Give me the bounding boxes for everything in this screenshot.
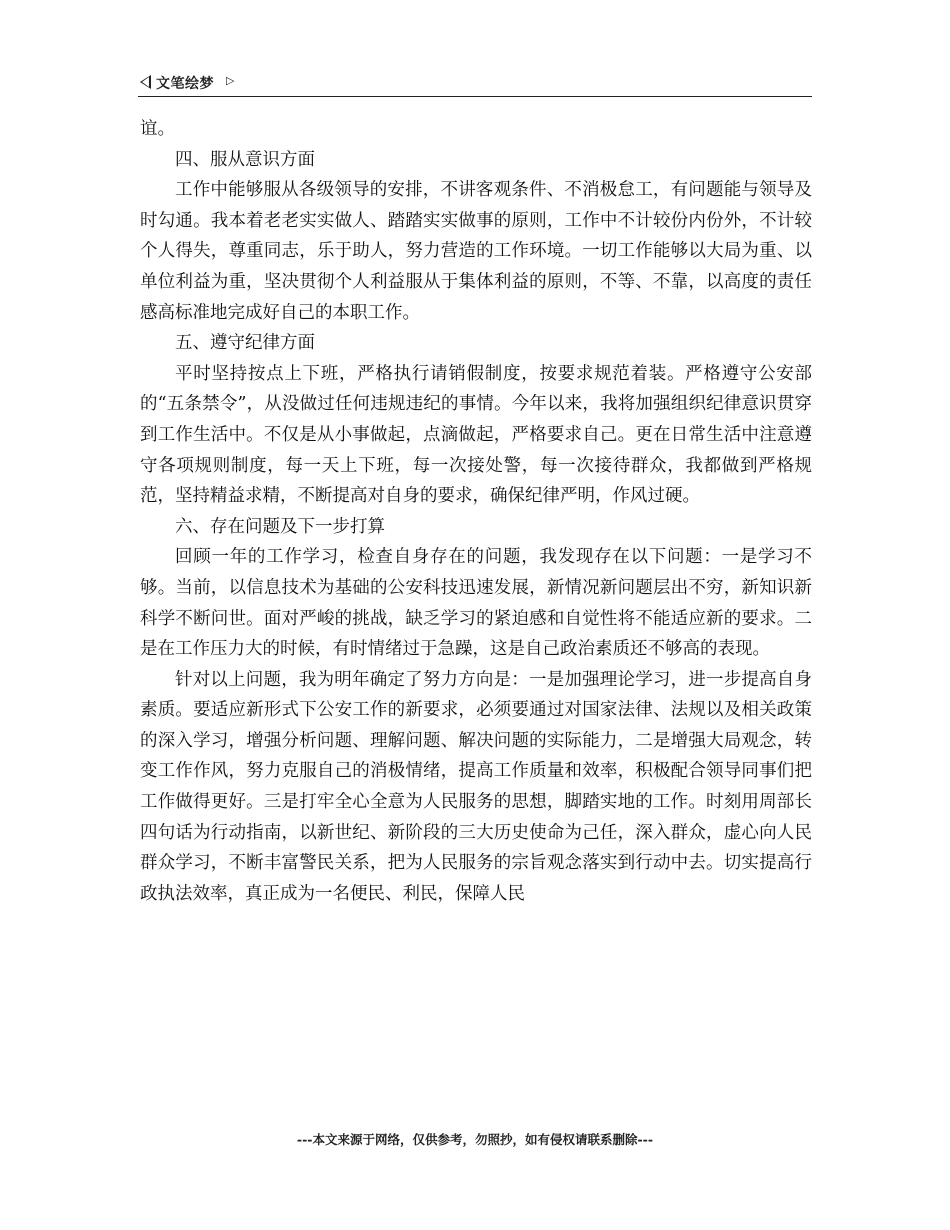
section-heading: 四、服从意识方面 [175,149,315,170]
document-body [140,114,812,909]
paragraph: 回顾一年的工作学习，检查自身存在的问题，我发现存在以下问题：一是学习不够。当前，以信息技术为基础的公安科技迅速发展，新情况新问题层出不穷，新知识新科学不断问世。面对严峻的挑战，缺乏学习的紧迫感和自觉性将不能适应新的要求。二是在工作压力大的时候，有时情绪过于急躁，这是自己政治素质还不够高的表现。 [140,547,812,660]
paragraph: 针对以上问题，我为明年确定了努力方向是：一是加强理论学习，进一步提高自身素质。要适应新形式下公安工作的新要求，必须要通过对国家法律、法规以及相关政策的深入学习，增强分析问题、理解问题、解决问题的实际能力，二是增强大局观念，转变工作作风，努力克服自己的消极情绪，提高工作质量和效率，积极配合领导同事们把工作做得更好。三是打牢全心全意为人民服务的思想，脚踏实地的工作。时刻用周部长四句话为行动指南，以新世纪、新阶段的三大历史使命为己任，深入群众，虚心向人民群众学习，不断丰富警民关系，把为人民服务的宗旨观念落实到行动中去。切实提高行政执法效率，真正成为一名便民、利民，保障人民 [140,669,812,904]
page-footer: ---本文来源于网络，仅供参考，勿照抄，如有侵权请联系删除--- [296,1132,654,1147]
triangle-left-icon [140,75,151,89]
header-brand: 文笔绘梦 [156,76,214,92]
paragraph: 平时坚持按点上下班，严格执行请销假制度，按要求规范着装。严格遵守公安部的“五条禁令”，从没做过任何违规违纪的事情。今年以来，我将加强组织纪律意识贯穿到工作生活中。不仅是从小事做起，点滴做起，严格要求自己。更在日常生活中注意遵守各项规则制度，每一天上下班，每一次接处警，每一次接待群众，我都做到严格规范，坚持精益求精，不断提高对自身的要求，确保纪律严明，作风过硬。 [140,363,812,507]
paragraph: 工作中能够服从各级领导的安排，不讲客观条件、不消极怠工，有问题能与领导及时勾通。我本着老老实实做人、踏踏实实做事的原则，工作中不计较份内份外，不计较个人得失，尊重同志，乐于助人，努力营造的工作环境。一切工作能够以大局为重、以单位利益为重，坚决贯彻个人利益服从于集体利益的原则，不等、不靠，以高度的责任感高标准地完成好自己的本职工作。 [140,180,812,323]
page-header [138,70,812,97]
section-heading: 五、遵守纪律方面 [175,333,315,354]
section-heading: 六、存在问题及下一步打算 [175,516,385,537]
paragraph: 谊。 [140,119,175,139]
triangle-right-icon: ▷ [226,74,235,87]
